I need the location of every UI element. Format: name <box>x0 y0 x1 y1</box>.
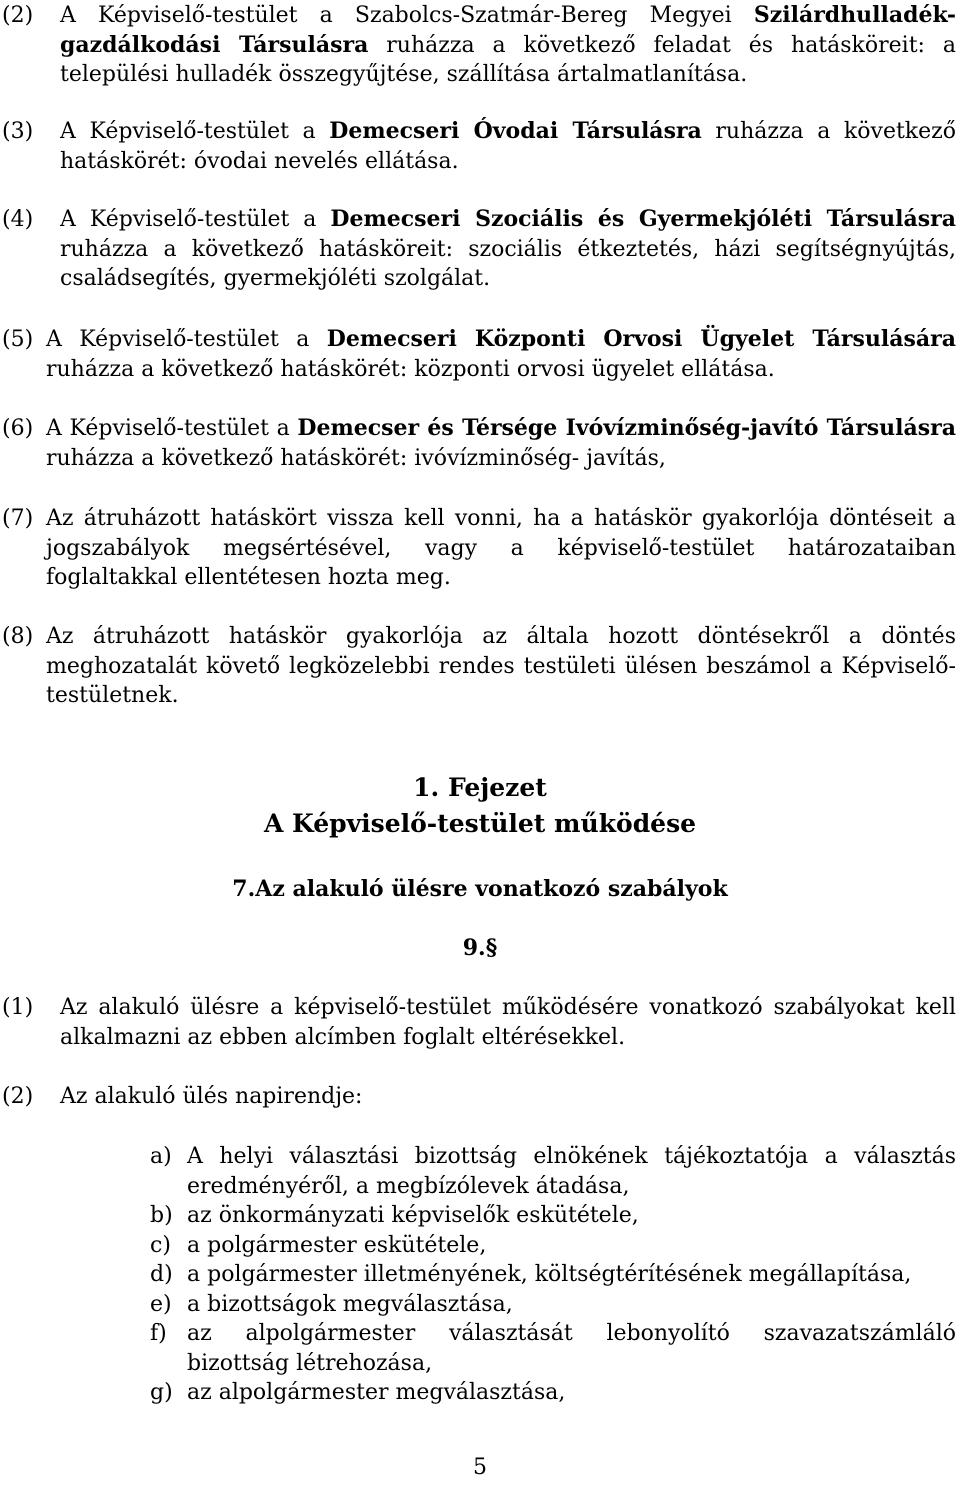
paragraph-2-agenda <box>2 1082 956 1112</box>
paragraph-3 <box>2 117 956 176</box>
paragraph-number: (4) <box>2 207 34 232</box>
list-item <box>150 1319 956 1378</box>
paragraph-text <box>60 117 956 176</box>
list-item-text: az alpolgármester választását lebonyolító szavazatszámláló bizottság létrehozása, <box>187 1321 956 1376</box>
list-item <box>150 1142 956 1201</box>
paragraph-number: (6) <box>2 416 34 441</box>
paragraph-8 <box>2 622 956 711</box>
paragraph-4 <box>2 205 956 294</box>
bold-entity: Demecseri Szociális és Gyermekjóléti Társulásra <box>330 206 957 232</box>
paragraph-number: (8) <box>2 624 34 649</box>
bold-entity: Szilárdhulladék-gazdálkodási Társulásra <box>60 2 956 58</box>
agenda-list <box>150 1142 956 1408</box>
paragraph-number: (3) <box>2 119 34 144</box>
paragraph-5 <box>2 325 956 384</box>
paragraph-text <box>60 205 956 294</box>
list-item <box>150 1378 956 1408</box>
text-run: A Képviselő-testület a <box>60 207 331 232</box>
list-item <box>150 1231 956 1261</box>
list-item-text: a polgármester eskütétele, <box>187 1232 487 1258</box>
list-item-label: g) <box>150 1380 173 1405</box>
text-run: A Képviselő-testület a <box>46 416 298 441</box>
paragraph-number: (2) <box>2 1084 34 1109</box>
list-item <box>150 1290 956 1320</box>
paragraph-number: (5) <box>2 327 34 352</box>
list-item-label: b) <box>150 1203 173 1228</box>
paragraph-6 <box>2 414 956 473</box>
paragraph-number: (2) <box>2 3 34 28</box>
chapter-number: 1. Fejezet <box>413 773 547 802</box>
text-run: ruházza a következő hatáskörét: ivóvízminőség- javítás, <box>46 445 666 471</box>
list-item-label: c) <box>150 1232 171 1258</box>
list-item-text: a bizottságok megválasztása, <box>187 1291 513 1317</box>
text-run: ruházza a következő hatásköreit: szociális étkeztetés, házi segítségnyújtás, családsegítés, gyermekjóléti szolgálat. <box>60 236 956 291</box>
text-run: A Képviselő-testület a <box>46 327 327 352</box>
paragraph-2 <box>2 1 956 90</box>
list-item-label: f) <box>150 1321 167 1346</box>
text-run: ruházza a következő feladat és hatásköreit: a települési hulladék összegyűjtése, szállítása ártalmatlanítása. <box>60 32 956 87</box>
list-item-text: A helyi választási bizottság elnökének tájékoztatója a választás eredményéről, a megbízólevek átadása, <box>187 1144 956 1199</box>
text-run: A Képviselő-testület a Szabolcs-Szatmár-Bereg Megyei <box>60 3 754 28</box>
paragraph-number: (1) <box>2 995 34 1020</box>
bold-entity: Demecser és Térsége Ivóvízminőség-javító Társulásra <box>297 415 957 441</box>
list-item-text: az alpolgármester megválasztása, <box>187 1380 566 1405</box>
paragraph-7 <box>2 504 956 593</box>
text-run: A Képviselő-testület a <box>60 119 330 144</box>
section-title: 7.Az alakuló ülésre vonatkozó szabályok <box>232 876 728 902</box>
paragraph-text: Az átruházott hatáskör gyakorlója az általa hozott döntésekről a döntés meghozatalát követő legközelebbi rendes testületi ülésen beszámol a Képviselő-testületnek. <box>46 624 956 708</box>
paragraph-text: Az alakuló ülésre a képviselő-testület működésére vonatkozó szabályokat kell alkalmazni az ebben alcímben foglalt eltérésekkel. <box>60 995 956 1050</box>
list-item <box>150 1201 956 1231</box>
section-paragraph-mark: 9.§ <box>462 935 498 961</box>
text-run: ruházza a következő hatáskörét: óvodai nevelés ellátása. <box>60 119 956 174</box>
paragraph-1 <box>2 993 956 1052</box>
paragraph-text <box>60 1 956 90</box>
list-item-label: e) <box>150 1291 172 1317</box>
bold-entity: Demecseri Központi Orvosi Ügyelet Társulására <box>326 326 956 352</box>
paragraph-number: (7) <box>2 506 34 531</box>
list-item-label: d) <box>150 1262 173 1287</box>
list-item <box>150 1260 956 1290</box>
list-item-text: az önkormányzati képviselők eskütétele, <box>187 1203 639 1228</box>
text-run: ruházza a következő hatáskörét: központi orvosi ügyelet ellátása. <box>46 356 775 382</box>
paragraph-text <box>46 414 956 473</box>
paragraph-text <box>46 325 956 384</box>
paragraph-text: Az alakuló ülés napirendje: <box>60 1084 363 1109</box>
bold-entity: Demecseri Óvodai Társulásra <box>329 118 702 144</box>
list-item-label: a) <box>150 1144 172 1169</box>
page-number: 5 <box>473 1455 487 1480</box>
chapter-title: A Képviselő-testület működése <box>263 809 697 838</box>
list-item-text: a polgármester illetményének, költségtérítésének megállapítása, <box>187 1262 912 1287</box>
paragraph-text: Az átruházott hatáskört vissza kell vonni, ha a hatáskör gyakorlója döntéseit a jogszabályok megsértésével, vagy a képviselő-testület határozataiban foglaltakkal ellentétesen hozta meg. <box>46 506 956 590</box>
